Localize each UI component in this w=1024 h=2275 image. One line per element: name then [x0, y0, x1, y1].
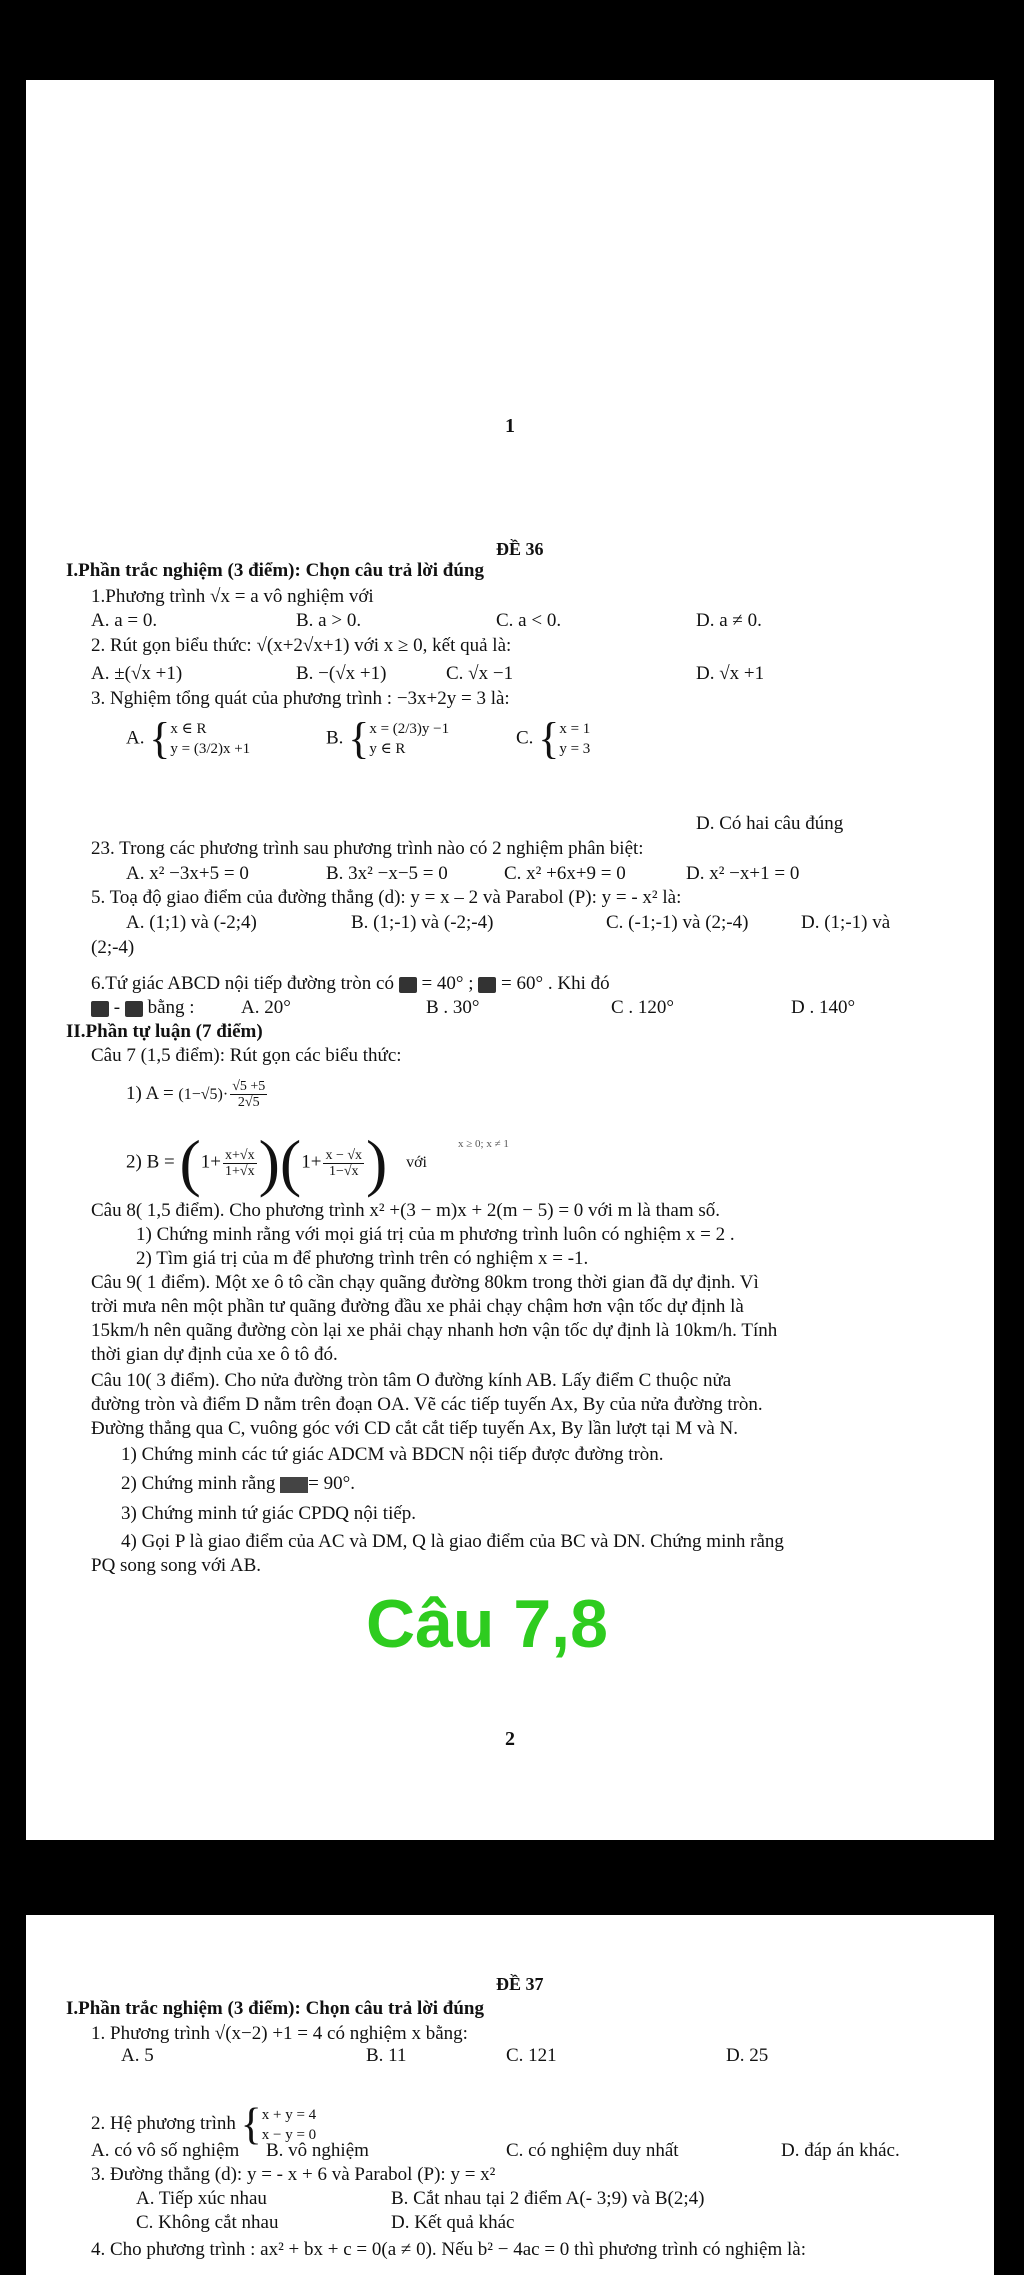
option-a: A. a = 0. [91, 610, 158, 631]
question-stem: 3. Nghiệm tổng quát của phương trình : −3x+2y = 3 là: [91, 688, 510, 709]
expr-part: 1+ [301, 1151, 322, 1173]
question-part: 2) Tìm giá trị của m để phương trình trên có nghiệm x = -1. [136, 1248, 589, 1269]
option-b: B. 3x² −x−5 = 0 [326, 863, 448, 884]
option-label: C. [516, 727, 534, 749]
option-a: A. ±(√x +1) [91, 663, 183, 684]
brace-glyph: { [240, 2099, 262, 2149]
part-text: 2) Chứng minh rằng [121, 1473, 276, 1494]
system-line: x = (2/3)y −1 [369, 721, 450, 737]
option-c: C. Không cắt nhau [136, 2212, 279, 2233]
section-title: I.Phần trắc nghiệm (3 điểm): Chọn câu trả lời đúng [66, 1998, 484, 2019]
paragraph-line: Đường thẳng qua C, vuông góc với CD cắt cắt tiếp tuyến Ax, By lần lượt tại M và N. [91, 1418, 739, 1439]
angle-symbol-icon [399, 977, 417, 993]
paragraph-line: trời mưa nên một phần tư quãng đường đầu xe phải chạy chậm hơn vận tốc dự định là [91, 1296, 744, 1317]
question-stem: Câu 8( 1,5 điểm). Cho phương trình x² +(3 − m)x + 2(m − 5) = 0 với m là tham số. [91, 1200, 720, 1221]
option-c: C. a < 0. [496, 610, 562, 631]
section-title: II.Phần tự luận (7 điểm) [66, 1021, 263, 1042]
option-a: A. (1;1) và (-2;4) [126, 912, 257, 933]
question-stem: 5. Toạ độ giao điểm của đường thẳng (d): y = x – 2 và Parabol (P): y = - x² là: [91, 887, 682, 908]
option-b: B . 30° [426, 997, 480, 1018]
system-line: y ∈ R [369, 741, 406, 757]
question-stem: 3. Đường thẳng (d): y = - x + 6 và Parabol (P): y = x² [91, 2164, 496, 2185]
fraction [230, 1079, 267, 1110]
option-c: C. (-1;-1) và (2;-4) [606, 912, 749, 933]
brace-glyph: { [149, 714, 171, 763]
question-stem: 2. Rút gọn biểu thức: √(x+2√x+1) với x ≥ 0, kết quả là: [91, 635, 512, 656]
overlay-annotation: Câu 7,8 [366, 1586, 608, 1662]
question-part: 1) Chứng minh rằng với mọi giá trị của m phương trình luôn có nghiệm x = 2 . [136, 1224, 735, 1245]
option-a [126, 714, 251, 763]
question-stem: 23. Trong các phương trình sau phương trình nào có 2 nghiệm phân biệt: [91, 838, 644, 859]
angle-symbol-icon [478, 977, 496, 993]
question-stem: 4. Cho phương trình : ax² + bx + c = 0(a ≠ 0). Nếu b² − 4ac = 0 thì phương trình có nghiệm là: [91, 2239, 807, 2260]
option-c: C . 120° [611, 997, 675, 1018]
option-b [326, 714, 450, 763]
brace-glyph: { [538, 714, 560, 763]
option-a: A. Tiếp xúc nhau [136, 2188, 267, 2209]
option-b: B. a > 0. [296, 610, 362, 631]
option-a: A. 5 [121, 2045, 154, 2066]
paragraph-line: Câu 9( 1 điểm). Một xe ô tô cần chạy quãng đường 80km trong thời gian đã dự định. Vì [91, 1272, 759, 1293]
angle-symbol-icon [91, 1001, 109, 1017]
system-line: x + y = 4 [261, 2106, 317, 2123]
option-b: B. vô nghiệm [266, 2140, 369, 2161]
section-title: I.Phần trắc nghiệm (3 điểm): Chọn câu trả lời đúng [66, 560, 484, 581]
fraction [323, 1148, 364, 1179]
option-a: A. có vô số nghiệm [91, 2140, 240, 2161]
brace-glyph: { [348, 714, 370, 763]
denominator: 1+√x [225, 1163, 255, 1179]
option-b: B. Cắt nhau tại 2 điểm A(- 3;9) và B(2;4) [391, 2188, 705, 2209]
option-d-continued: (2;-4) [91, 937, 135, 958]
exam-title: ĐỀ 36 [496, 539, 544, 559]
question-stem: 1. Phương trình √(x−2) +1 = 4 có nghiệm x bằng: [91, 2023, 468, 2044]
paragraph-line: 15km/h nên quãng đường còn lại xe phải chạy nhanh hơn vận tốc dự định là 10km/h. Tính [91, 1320, 778, 1341]
system-lines [559, 719, 590, 759]
paren-glyph: )( [258, 1127, 302, 1198]
option-label: A. [126, 727, 145, 749]
expr-label: 1) A = [126, 1082, 174, 1104]
option-b: B. (1;-1) và (-2;-4) [351, 912, 494, 933]
angle-symbol-icon [125, 1001, 143, 1017]
page-2 [26, 495, 994, 1840]
option-b: B. −(√x +1) [296, 663, 387, 684]
system-line: x ∈ R [170, 721, 207, 737]
question-stem [91, 973, 610, 995]
numerator: x+√x [225, 1147, 255, 1163]
exam-title: ĐỀ 37 [496, 1974, 544, 1994]
angle-symbol-icon [280, 1477, 308, 1493]
option-d: D. √x +1 [696, 663, 765, 684]
question-ask: - bằng : [91, 997, 195, 1019]
question-part: 3) Chứng minh tứ giác CPDQ nội tiếp. [121, 1503, 417, 1524]
expression-condition: x ≥ 0; x ≠ 1 [458, 1138, 509, 1150]
option-d: D. Kết quả khác [391, 2212, 515, 2233]
question-part: PQ song song với AB. [91, 1555, 261, 1576]
paragraph-line: thời gian dự định của xe ô tô đó. [91, 1344, 338, 1365]
denominator: 2√5 [237, 1095, 260, 1110]
system-line: x − y = 0 [261, 2126, 317, 2143]
expression-a [126, 1079, 269, 1110]
page-number: 1 [505, 415, 515, 437]
system-lines [262, 2105, 316, 2145]
option-label: B. [326, 727, 344, 749]
option-a: A. x² −3x+5 = 0 [126, 863, 249, 884]
option-d: D. đáp án khác. [781, 2140, 900, 2161]
numerator: x − √x [325, 1147, 363, 1163]
question-stem: 1.Phương trình √x = a vô nghiệm với [91, 586, 374, 607]
condition-2: = 60° . Khi đó [501, 973, 610, 994]
option-d: D . 140° [791, 997, 856, 1018]
option-d: D. a ≠ 0. [696, 610, 762, 631]
system-line: y = 3 [559, 741, 591, 757]
part-text: = 90°. [308, 1473, 355, 1494]
condition-with: với [406, 1154, 427, 1172]
ask-text: bằng : [147, 997, 195, 1018]
option-d: D. Có hai câu đúng [696, 813, 844, 834]
paragraph-line: đường tròn và điểm D nằm trên đoạn OA. Vẽ các tiếp tuyến Ax, By của nửa đường tròn. [91, 1394, 763, 1415]
question-part: 4) Gọi P là giao điểm của AC và DM, Q là giao điểm của BC và DN. Chứng minh rằng [121, 1531, 784, 1552]
system-lines [369, 719, 449, 759]
question-stem [91, 2067, 316, 2147]
option-c: C. x² +6x+9 = 0 [504, 863, 626, 884]
question-part: 1) Chứng minh các tứ giác ADCM và BDCN nội tiếp được đường tròn. [121, 1444, 664, 1465]
stem-text: 6.Tứ giác ABCD nội tiếp đường tròn có [91, 973, 394, 994]
expr-part: 1+ [200, 1151, 221, 1173]
option-d: D. x² −x+1 = 0 [686, 863, 800, 884]
option-c: C. √x −1 [446, 663, 514, 684]
question-stem: Câu 7 (1,5 điểm): Rút gọn các biểu thức: [91, 1045, 402, 1066]
page-3 [26, 1915, 994, 2275]
paren-glyph: ) [366, 1127, 388, 1198]
expression-b [126, 1127, 427, 1198]
condition-1: = 40° ; [421, 973, 474, 994]
option-c: C. 121 [506, 2045, 557, 2066]
page-1 [26, 80, 994, 525]
fraction [223, 1148, 257, 1179]
expr-label: 2) B = [126, 1151, 175, 1173]
denominator: 1−√x [328, 1163, 359, 1179]
option-b: B. 11 [366, 2045, 407, 2066]
page-number: 2 [505, 1728, 515, 1750]
option-c: C. có nghiệm duy nhất [506, 2140, 679, 2161]
option-d: D. 25 [726, 2045, 769, 2066]
system-line: x = 1 [559, 721, 591, 737]
paren-glyph: ( [179, 1127, 201, 1198]
option-c [516, 714, 591, 763]
question-part [121, 1473, 355, 1495]
option-a: A. 20° [241, 997, 291, 1018]
option-d: D. (1;-1) và [801, 912, 891, 933]
numerator: √5 +5 [232, 1079, 266, 1094]
expr-factor: (1−√5)· [178, 1085, 229, 1103]
stem-text: 2. Hệ phương trình [91, 2113, 236, 2134]
paragraph-line: Câu 10( 3 điểm). Cho nửa đường tròn tâm O đường kính AB. Lấy điểm C thuộc nửa [91, 1370, 732, 1391]
system-line: y = (3/2)x +1 [170, 741, 251, 757]
system-lines [170, 719, 250, 759]
